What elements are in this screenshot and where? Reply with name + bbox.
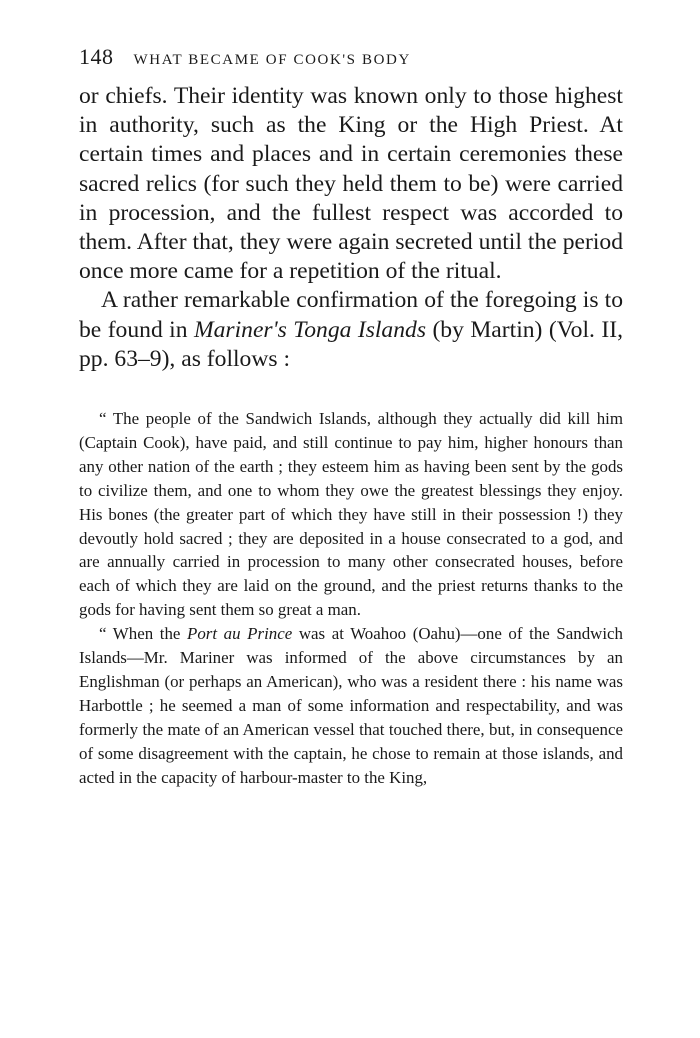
quote-paragraph-2-lead: “ When the	[99, 624, 188, 644]
block-quote	[79, 407, 623, 790]
quote-paragraph-2	[79, 622, 623, 789]
main-text	[79, 82, 623, 374]
book-title-reference: Mariner's Tonga Islands	[193, 316, 427, 343]
page-number: 148	[79, 44, 114, 69]
ship-name: Port au Prince	[187, 624, 293, 644]
paragraph-confirmation	[79, 286, 623, 374]
paragraph-continuation: or chiefs. Their identity was known only to those highest in authority, such as the King or the High Priest. At certain times and places and in certain ceremonies these sacred relics (for such they held them to be) were carried in procession, and the fullest respect was accorded to them. After that, they were again secreted until the period once more came for a repetition of the ritual.	[79, 83, 623, 285]
running-title: WHAT BECAME OF COOK'S BODY	[133, 52, 411, 68]
book-page	[79, 44, 623, 790]
paragraph-confirmation-lead: A rather remarkable confirmation of the foregoing is to be found in	[79, 287, 623, 343]
quote-paragraph-1: “ The people of the Sandwich Islands, although they actually did kill him (Captain Cook), have paid, and still continue to pay him, higher honours than any other nation of the earth ; they esteem him as having been sent by the gods to civilize them, and one to whom they owe the greatest blessings they enjoy. His bones (the greater part of which they have still in their possession !) they devoutly hold sacred ; they are deposited in a house consecrated to a god, and are annually carried in procession to many other consecrated houses, before each of which they are laid on the ground, and the priest returns thanks to the gods for having sent them so great a man.	[79, 409, 623, 620]
running-head	[79, 44, 623, 78]
paragraph-confirmation-tail: (by Martin) (Vol. II, pp. 63–9), as follows :	[79, 316, 623, 372]
quote-paragraph-2-tail: was at Woahoo (Oahu)—one of the Sandwich Islands—Mr. Mariner was informed of the above circumstances by an Englishman (or perhaps an American), who was a resident there : his name was Harbottle ; he seemed a man of some information and respectability, and was formerly the mate of an American vessel that touched there, but, in consequence of some disagreement with the captain, he chose to remain at those islands, and acted in the capacity of harbour-master to the King,	[79, 624, 623, 787]
